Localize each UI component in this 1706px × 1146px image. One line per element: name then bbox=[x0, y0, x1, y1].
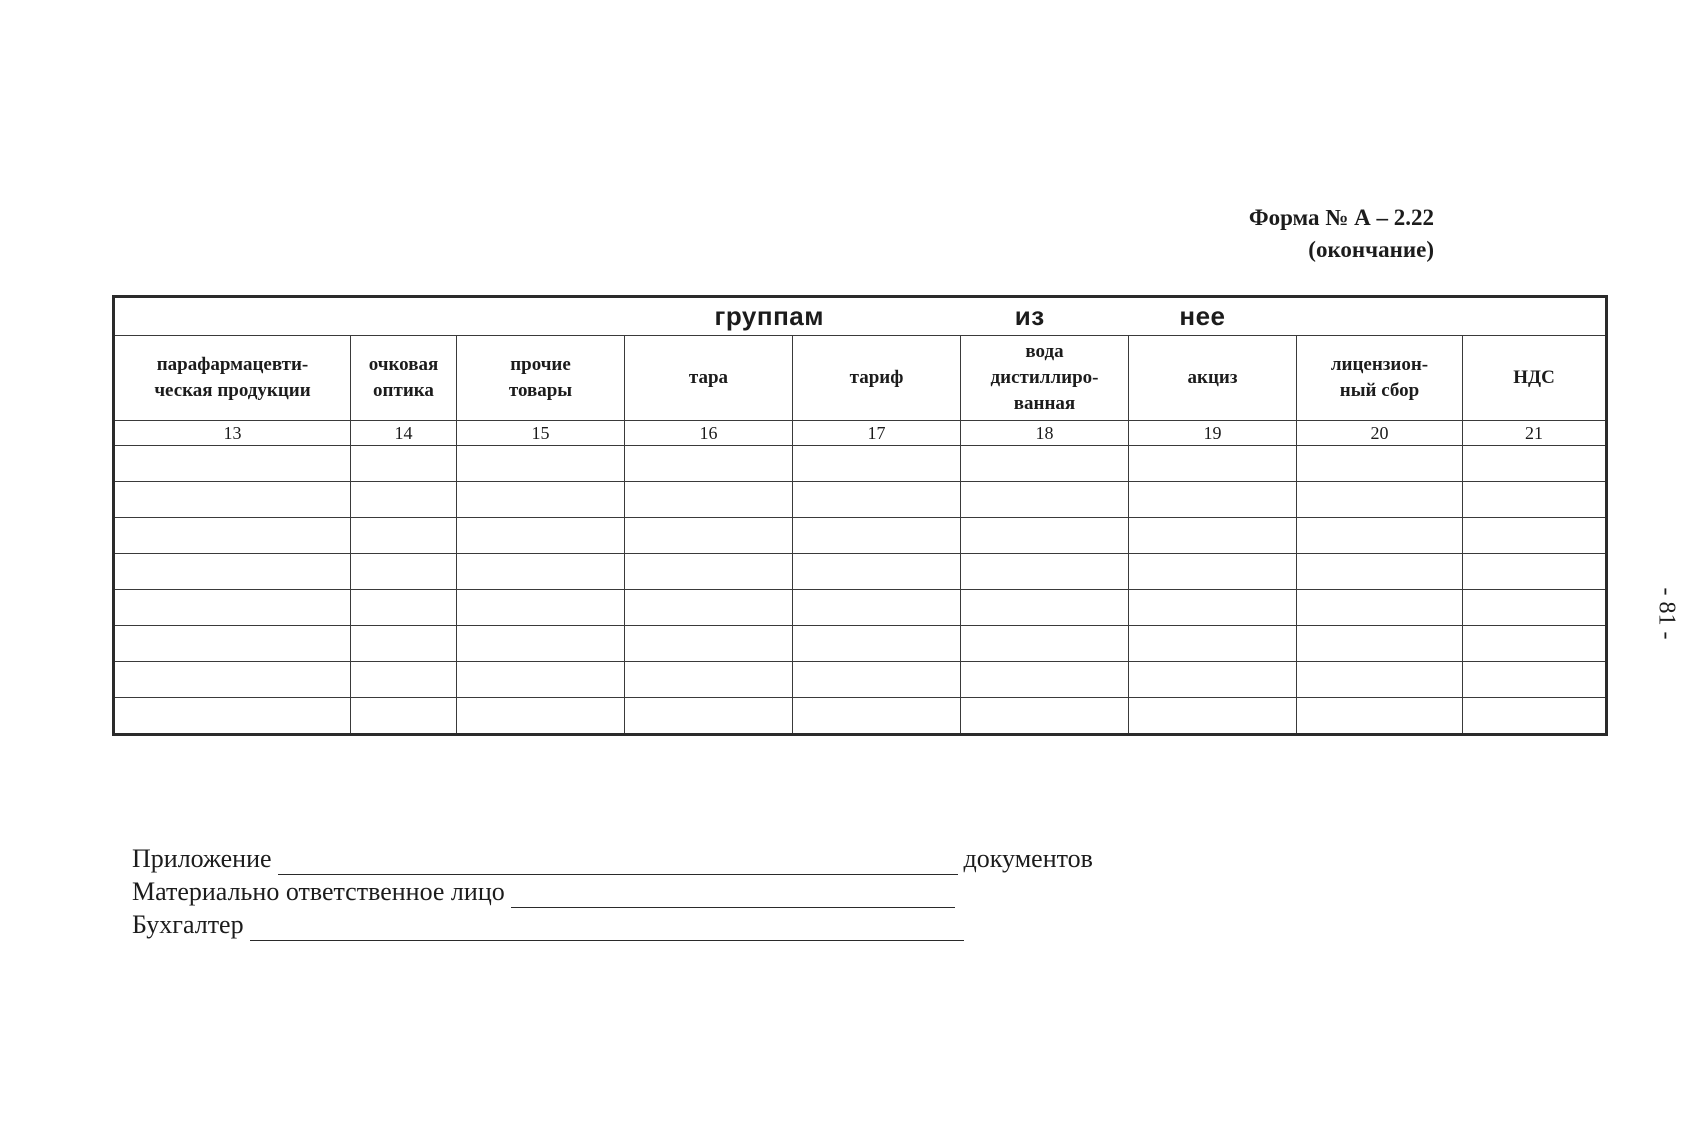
table-cell[interactable] bbox=[961, 446, 1129, 482]
column-number: 14 bbox=[351, 421, 457, 446]
column-header: лицензион- ный сбор bbox=[1297, 336, 1463, 421]
table-cell[interactable] bbox=[1463, 698, 1607, 735]
table-cell[interactable] bbox=[793, 698, 961, 735]
table-body bbox=[114, 446, 1607, 735]
column-header: тара bbox=[625, 336, 793, 421]
accountant-line bbox=[132, 908, 1093, 941]
table-cell[interactable] bbox=[961, 662, 1129, 698]
table-cell[interactable] bbox=[625, 662, 793, 698]
page-number: - 81 - bbox=[1653, 587, 1680, 640]
group-header-word-1: группам bbox=[714, 301, 824, 331]
table-cell[interactable] bbox=[1129, 590, 1297, 626]
table-cell[interactable] bbox=[793, 554, 961, 590]
table-row bbox=[114, 698, 1607, 735]
attachment-label: Приложение bbox=[132, 844, 272, 873]
form-title bbox=[1249, 202, 1434, 266]
table-cell[interactable] bbox=[457, 554, 625, 590]
column-header: вода дистиллиро- ванная bbox=[961, 336, 1129, 421]
column-header-row bbox=[114, 336, 1607, 421]
table-cell[interactable] bbox=[625, 482, 793, 518]
table-cell[interactable] bbox=[625, 554, 793, 590]
table-cell[interactable] bbox=[1297, 554, 1463, 590]
responsible-label: Материально ответственное лицо bbox=[132, 877, 505, 906]
column-number: 19 bbox=[1129, 421, 1297, 446]
table-cell[interactable] bbox=[457, 518, 625, 554]
table-cell[interactable] bbox=[961, 698, 1129, 735]
table-cell[interactable] bbox=[114, 698, 351, 735]
table-cell[interactable] bbox=[114, 518, 351, 554]
table-cell[interactable] bbox=[625, 446, 793, 482]
table-cell[interactable] bbox=[351, 590, 457, 626]
column-number: 21 bbox=[1463, 421, 1607, 446]
form-subtitle: (окончание) bbox=[1308, 237, 1434, 262]
column-number: 16 bbox=[625, 421, 793, 446]
table-cell[interactable] bbox=[793, 446, 961, 482]
table-cell[interactable] bbox=[114, 626, 351, 662]
table-cell[interactable] bbox=[351, 554, 457, 590]
table-cell[interactable] bbox=[457, 662, 625, 698]
table-cell[interactable] bbox=[1129, 626, 1297, 662]
table-cell[interactable] bbox=[1129, 662, 1297, 698]
table-cell[interactable] bbox=[457, 446, 625, 482]
table-cell[interactable] bbox=[1129, 446, 1297, 482]
table-cell[interactable] bbox=[793, 662, 961, 698]
table-cell[interactable] bbox=[961, 590, 1129, 626]
column-header: НДС bbox=[1463, 336, 1607, 421]
table-cell[interactable] bbox=[1297, 626, 1463, 662]
table-cell[interactable] bbox=[114, 482, 351, 518]
table-cell[interactable] bbox=[1129, 698, 1297, 735]
table-cell[interactable] bbox=[457, 698, 625, 735]
table-cell[interactable] bbox=[1297, 446, 1463, 482]
table-cell[interactable] bbox=[114, 554, 351, 590]
group-header-word-3: нее bbox=[1179, 301, 1226, 331]
table-cell[interactable] bbox=[1463, 590, 1607, 626]
responsible-signature-field[interactable] bbox=[511, 881, 955, 908]
table-row bbox=[114, 662, 1607, 698]
table-cell[interactable] bbox=[793, 590, 961, 626]
table-row bbox=[114, 554, 1607, 590]
table-cell[interactable] bbox=[793, 482, 961, 518]
table-row bbox=[114, 446, 1607, 482]
table-cell[interactable] bbox=[351, 698, 457, 735]
column-header: тариф bbox=[793, 336, 961, 421]
group-header-row bbox=[114, 297, 1607, 336]
table-cell[interactable] bbox=[1463, 662, 1607, 698]
responsible-line bbox=[132, 875, 1093, 908]
table-cell[interactable] bbox=[793, 626, 961, 662]
table-cell[interactable] bbox=[351, 446, 457, 482]
table-row bbox=[114, 590, 1607, 626]
table-cell[interactable] bbox=[457, 590, 625, 626]
table-cell[interactable] bbox=[625, 590, 793, 626]
table-cell[interactable] bbox=[961, 626, 1129, 662]
column-number: 17 bbox=[793, 421, 961, 446]
table-cell[interactable] bbox=[1463, 554, 1607, 590]
table-cell[interactable] bbox=[351, 518, 457, 554]
table-cell[interactable] bbox=[1129, 554, 1297, 590]
table-cell[interactable] bbox=[1297, 482, 1463, 518]
table-cell[interactable] bbox=[625, 626, 793, 662]
column-header: прочие товары bbox=[457, 336, 625, 421]
table-row bbox=[114, 482, 1607, 518]
table-cell[interactable] bbox=[114, 446, 351, 482]
table-cell[interactable] bbox=[1129, 518, 1297, 554]
table-cell[interactable] bbox=[1463, 518, 1607, 554]
table-row bbox=[114, 626, 1607, 662]
table-cell[interactable] bbox=[1297, 698, 1463, 735]
form-table bbox=[112, 295, 1608, 736]
column-number: 18 bbox=[961, 421, 1129, 446]
table-cell[interactable] bbox=[1463, 482, 1607, 518]
attachment-field[interactable] bbox=[278, 848, 958, 875]
accountant-signature-field[interactable] bbox=[250, 914, 964, 941]
attachment-suffix: документов bbox=[963, 844, 1093, 873]
table-row bbox=[114, 518, 1607, 554]
table-cell[interactable] bbox=[114, 662, 351, 698]
table-cell[interactable] bbox=[1297, 590, 1463, 626]
table-cell[interactable] bbox=[1297, 662, 1463, 698]
table-cell[interactable] bbox=[351, 662, 457, 698]
attachment-line bbox=[132, 842, 1093, 875]
column-header: парафармацевти- ческая продукции bbox=[114, 336, 351, 421]
table-cell[interactable] bbox=[961, 518, 1129, 554]
accountant-label: Бухгалтер bbox=[132, 910, 244, 939]
column-header: очковая оптика bbox=[351, 336, 457, 421]
table-cell[interactable] bbox=[961, 482, 1129, 518]
column-header: акциз bbox=[1129, 336, 1297, 421]
table-cell[interactable] bbox=[1129, 482, 1297, 518]
column-number: 20 bbox=[1297, 421, 1463, 446]
table-cell[interactable] bbox=[351, 626, 457, 662]
table-cell[interactable] bbox=[351, 482, 457, 518]
table-cell[interactable] bbox=[625, 518, 793, 554]
table-cell[interactable] bbox=[1463, 626, 1607, 662]
table-cell[interactable] bbox=[114, 590, 351, 626]
group-header bbox=[114, 297, 1607, 336]
table-cell[interactable] bbox=[793, 518, 961, 554]
form-number: Форма № А – 2.22 bbox=[1248, 205, 1434, 230]
form-footer bbox=[132, 842, 1093, 941]
table-cell[interactable] bbox=[1297, 518, 1463, 554]
group-header-word-2: из bbox=[1014, 301, 1045, 331]
table-cell[interactable] bbox=[457, 626, 625, 662]
column-number: 15 bbox=[457, 421, 625, 446]
column-number-row bbox=[114, 421, 1607, 446]
column-number: 13 bbox=[114, 421, 351, 446]
table-cell[interactable] bbox=[625, 698, 793, 735]
table-cell[interactable] bbox=[1463, 446, 1607, 482]
table-cell[interactable] bbox=[961, 554, 1129, 590]
table-cell[interactable] bbox=[457, 482, 625, 518]
